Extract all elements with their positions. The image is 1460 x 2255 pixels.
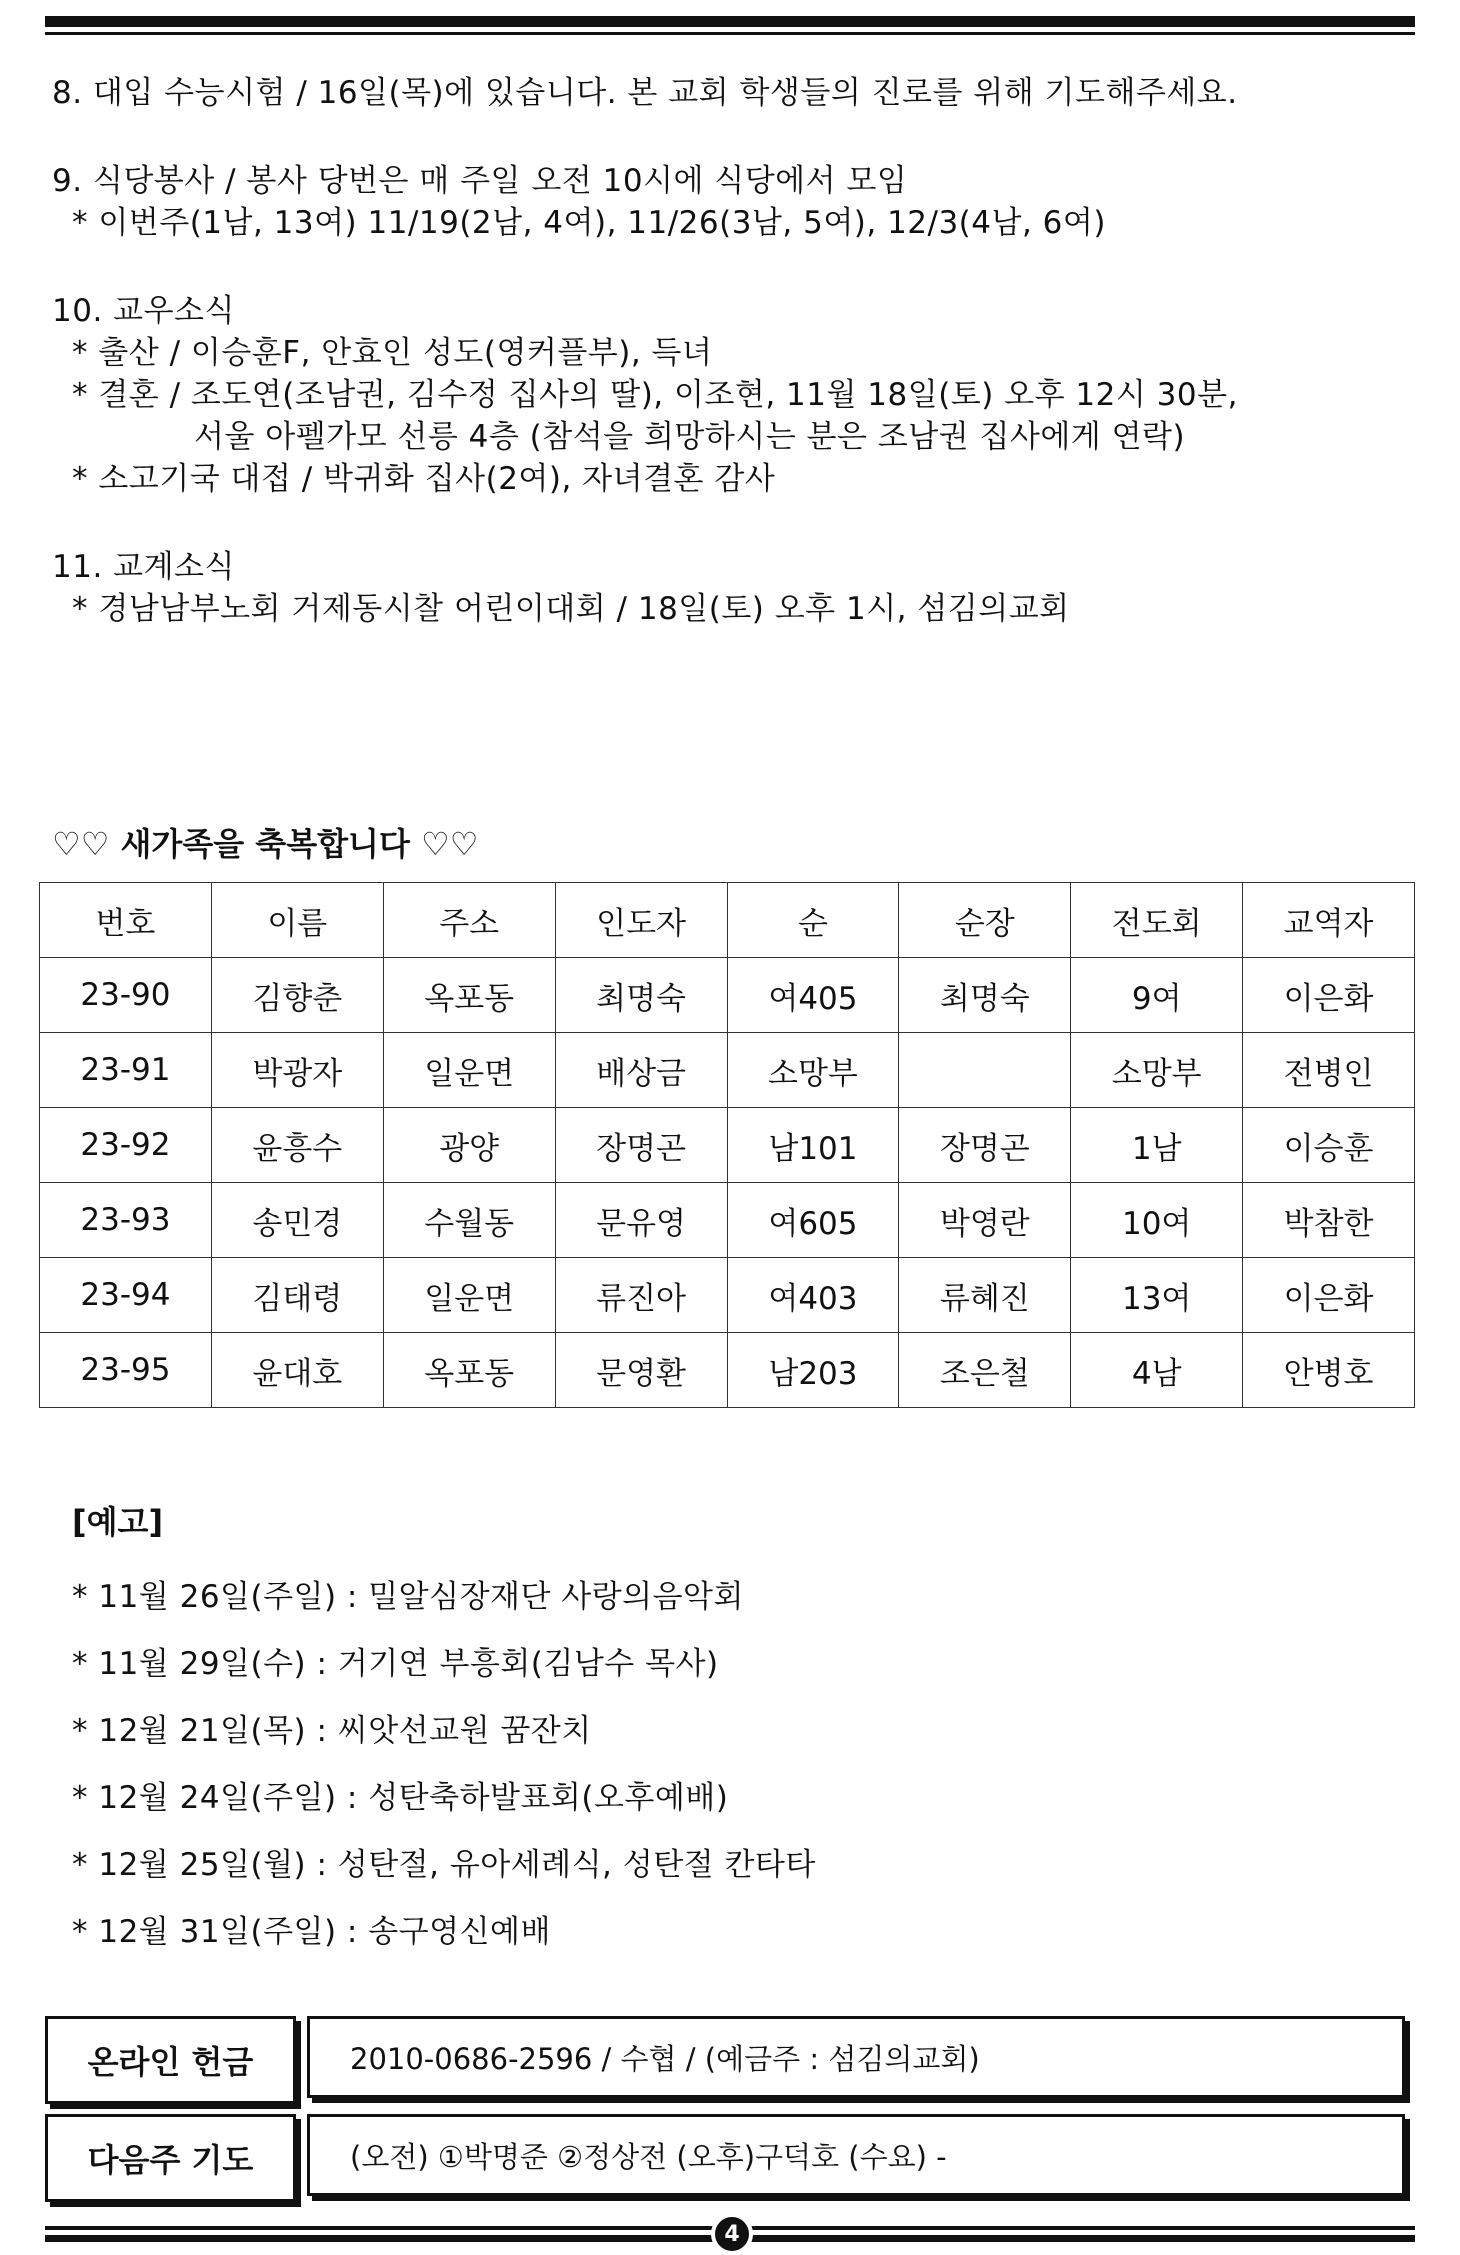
- table-cell: 장명곤: [899, 1108, 1071, 1183]
- next-prayer-row: [45, 2114, 1417, 2206]
- announcement-8: 8. 대입 수능시험 / 16일(목)에 있습니다. 본 교회 학생들의 진로를 위해 기도해주세요.: [52, 75, 1238, 111]
- table-cell: 박영란: [899, 1183, 1071, 1258]
- table-cell: 13여: [1071, 1258, 1243, 1333]
- table-cell: 문유영: [555, 1183, 727, 1258]
- online-offering-account: 2010-0686-2596 / 수협 / (예금주 : 섬김의교회): [307, 2016, 1405, 2098]
- table-cell: 최명숙: [555, 958, 727, 1033]
- table-row: [40, 1108, 1415, 1183]
- table-cell: 이은화: [1243, 958, 1415, 1033]
- announcement-10-wedding: * 결혼 / 조도연(조남권, 김수정 집사의 딸), 이조현, 11월 18일(토) 오후 12시 30분,: [72, 377, 1238, 413]
- table-cell: 장명곤: [555, 1108, 727, 1183]
- event-item: * 12월 24일(주일) : 성탄축하발표회(오후예배): [72, 1780, 729, 1816]
- table-cell: 9여: [1071, 958, 1243, 1033]
- table-cell: 10여: [1071, 1183, 1243, 1258]
- event-item: * 12월 25일(월) : 성탄절, 유아세례식, 성탄절 칸타타: [72, 1847, 816, 1883]
- table-cell: 김향춘: [211, 958, 383, 1033]
- page-number: 4: [711, 2213, 753, 2255]
- header-cell: 교역자: [1243, 883, 1415, 958]
- table-cell: 소망부: [727, 1033, 899, 1108]
- table-cell: 전병인: [1243, 1033, 1415, 1108]
- table-cell: 문영환: [555, 1333, 727, 1408]
- table-cell: 여403: [727, 1258, 899, 1333]
- upcoming-events: [72, 1500, 816, 1966]
- table-cell: 윤흥수: [211, 1108, 383, 1183]
- upcoming-events-title: [예고]: [72, 1503, 164, 1541]
- table-cell: 23-94: [40, 1258, 212, 1333]
- table-cell: 류진아: [555, 1258, 727, 1333]
- table-cell: 23-95: [40, 1333, 212, 1408]
- announcement-9: 9. 식당봉사 / 봉사 당번은 매 주일 오전 10시에 식당에서 모임: [52, 163, 908, 199]
- announcement-10: 10. 교우소식: [52, 293, 235, 329]
- announcement-10-birth: * 출산 / 이승훈F, 안효인 성도(영커플부), 득녀: [72, 335, 713, 371]
- header-cell: 전도회: [1071, 883, 1243, 958]
- table-header-row: [40, 883, 1415, 958]
- table-cell: 윤대호: [211, 1333, 383, 1408]
- table-cell: 배상금: [555, 1033, 727, 1108]
- event-item: * 11월 29일(수) : 거기연 부흥회(김남수 목사): [72, 1646, 719, 1682]
- header-cell: 순장: [899, 883, 1071, 958]
- table-row: [40, 1033, 1415, 1108]
- table-cell: [899, 1033, 1071, 1108]
- event-item: * 11월 26일(주일) : 밀알심장재단 사랑의음악회: [72, 1579, 744, 1615]
- next-prayer-names: (오전) ①박명준 ②정상전 (오후)구덕호 (수요) -: [307, 2114, 1405, 2196]
- table-cell: 박참한: [1243, 1183, 1415, 1258]
- announcement-10-wedding-venue: 서울 아펠가모 선릉 4층 (참석을 희망하시는 분은 조남권 집사에게 연락): [194, 419, 1186, 455]
- announcements: [52, 72, 1412, 630]
- table-cell: 23-93: [40, 1183, 212, 1258]
- table-cell: 소망부: [1071, 1033, 1243, 1108]
- table-cell: 광양: [383, 1108, 555, 1183]
- table-cell: 4남: [1071, 1333, 1243, 1408]
- table-cell: 23-90: [40, 958, 212, 1033]
- event-item: * 12월 21일(목) : 씨앗선교원 꿈잔치: [72, 1713, 592, 1749]
- table-cell: 조은철: [899, 1333, 1071, 1408]
- new-family-heading: ♡♡ 새가족을 축복합니다 ♡♡: [52, 825, 479, 863]
- header-cell: 인도자: [555, 883, 727, 958]
- table-cell: 김태령: [211, 1258, 383, 1333]
- next-prayer-label: 다음주 기도: [45, 2114, 296, 2202]
- table-row: [40, 1258, 1415, 1333]
- table-cell: 안병호: [1243, 1333, 1415, 1408]
- table-cell: 여405: [727, 958, 899, 1033]
- table-cell: 박광자: [211, 1033, 383, 1108]
- table-cell: 이승훈: [1243, 1108, 1415, 1183]
- announcement-11: 11. 교계소식: [52, 549, 235, 585]
- table-row: [40, 958, 1415, 1033]
- header-cell: 순: [727, 883, 899, 958]
- event-item: * 12월 31일(주일) : 송구영신예배: [72, 1914, 551, 1950]
- table-cell: 일운면: [383, 1258, 555, 1333]
- header-cell: 주소: [383, 883, 555, 958]
- table-cell: 최명숙: [899, 958, 1071, 1033]
- table-cell: 23-91: [40, 1033, 212, 1108]
- top-rule: [45, 16, 1415, 35]
- table-cell: 여605: [727, 1183, 899, 1258]
- announcement-10-meal: * 소고기국 대접 / 박귀화 집사(2여), 자녀결혼 감사: [72, 461, 776, 497]
- table-row: [40, 1333, 1415, 1408]
- new-family-table: [39, 882, 1415, 1408]
- table-cell: 23-92: [40, 1108, 212, 1183]
- table-cell: 일운면: [383, 1033, 555, 1108]
- announcement-9-detail: * 이번주(1남, 13여) 11/19(2남, 4여), 11/26(3남, 5여), 12/3(4남, 6여): [72, 205, 1106, 241]
- header-cell: 이름: [211, 883, 383, 958]
- online-offering-row: [45, 2016, 1417, 2108]
- table-cell: 류혜진: [899, 1258, 1071, 1333]
- table-cell: 옥포동: [383, 958, 555, 1033]
- header-cell: 번호: [40, 883, 212, 958]
- table-row: [40, 1183, 1415, 1258]
- announcement-11-detail: * 경남남부노회 거제동시찰 어린이대회 / 18일(토) 오후 1시, 섬김의교회: [72, 591, 1070, 627]
- table-cell: 송민경: [211, 1183, 383, 1258]
- table-cell: 이은화: [1243, 1258, 1415, 1333]
- table-cell: 수월동: [383, 1183, 555, 1258]
- table-cell: 남203: [727, 1333, 899, 1408]
- online-offering-label: 온라인 헌금: [45, 2016, 296, 2104]
- table-cell: 옥포동: [383, 1333, 555, 1408]
- table-cell: 1남: [1071, 1108, 1243, 1183]
- table-cell: 남101: [727, 1108, 899, 1183]
